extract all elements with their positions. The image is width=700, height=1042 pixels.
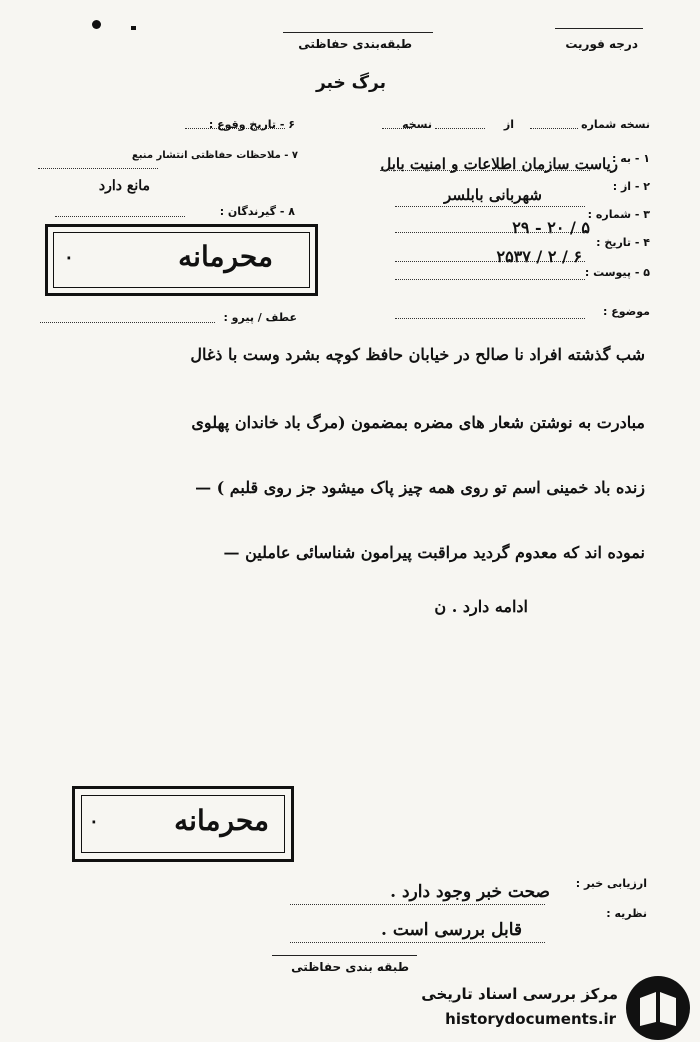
attachment-label: ۵ - پیوست : <box>584 266 650 279</box>
stamp-bottom-mark: ۰ <box>89 811 99 832</box>
classification-top: طبقه‌بندی حفاظتی <box>298 37 412 51</box>
confidential-stamp-top <box>45 224 318 296</box>
body-line-2: مبادرت به نوشتن شعار های مضره بمضمون (مرگ باد خاندان پهلوی <box>191 413 645 432</box>
copy-copies-label: نسخه <box>402 118 432 131</box>
classification-top-rule <box>283 32 433 33</box>
copy-of-line <box>435 128 485 129</box>
evaluation-value: صحت خبر وجود دارد . <box>390 882 550 902</box>
to-label: ۱ - به : <box>612 152 650 165</box>
urgency-rule <box>555 28 643 29</box>
from-line <box>395 206 585 207</box>
date-line <box>395 261 585 262</box>
to-value: ریاست سازمان اطلاعات و امنیت بابل <box>380 155 618 173</box>
from-label: ۲ - از : <box>612 180 650 193</box>
stamp-bottom-text: محرمانه <box>174 804 269 837</box>
confidential-stamp-bottom <box>72 786 294 862</box>
attachment-line <box>395 279 585 280</box>
note-line <box>290 942 545 943</box>
body-line-5: ادامه دارد . ن <box>434 597 528 616</box>
body-line-4: نموده اند که معدوم گردید مراقبت پیرامون شناسائی عاملین — <box>223 543 645 562</box>
classification-bottom-rule <box>272 955 417 956</box>
body-line-1: شب گذشته افراد نا صالح در خیابان حافظ کوچه بشرد وست با ذغال <box>190 345 645 364</box>
scan-speck <box>131 26 136 30</box>
subject-line <box>395 318 585 319</box>
body-line-3: زنده باد خمینی اسم تو روی همه چیز پاک میشود جز روی قلبم ) — <box>195 478 645 497</box>
scan-speck <box>92 20 101 29</box>
copy-number-label: نسخه شماره <box>581 118 650 131</box>
number-line <box>395 232 585 233</box>
subject-label: موضوع : <box>603 305 650 318</box>
date-value: ۲۵۳۷ / ۲ / ۶ <box>496 247 582 266</box>
number-value: ۲۹ - ۲۰ / ۵ <box>512 218 590 237</box>
stamp-top-mark: ۰ <box>64 247 74 268</box>
watermark-name: مرکز بررسی اسناد تاریخی <box>421 985 618 1003</box>
date-of-event-line <box>185 128 285 129</box>
recipients-label: ۸ - گیرندگان : <box>219 205 295 218</box>
classification-bottom: طبقه بندی حفاظتی <box>291 960 409 974</box>
recipients-line <box>55 216 185 217</box>
from-value: شهربانی بابلسر <box>444 186 542 204</box>
reference-line <box>40 322 215 323</box>
stamp-top-text: محرمانه <box>178 240 273 273</box>
number-label: ۳ - شماره : <box>587 208 650 221</box>
urgency-label: درجه فوریت <box>565 37 638 51</box>
note-value: قابل بررسی است . <box>381 920 522 940</box>
document-title: برگ خبر <box>315 73 386 93</box>
watermark-url: historydocuments.ir <box>445 1010 616 1028</box>
evaluation-line <box>290 904 545 905</box>
to-line <box>380 170 590 171</box>
source-notes-label: ۷ - ملاحظات حفاظتی انتشار منبع <box>131 150 298 161</box>
source-notes-value: مانع دارد <box>98 178 150 194</box>
copy-number-line <box>530 128 578 129</box>
evaluation-label: ارزیابی خبر : <box>575 877 647 890</box>
copy-of-label: از <box>503 118 514 131</box>
source-notes-line <box>38 168 158 169</box>
book-logo-icon <box>624 974 692 1042</box>
copy-copies-line <box>382 128 412 129</box>
date-label: ۴ - تاریخ : <box>596 236 650 249</box>
date-of-event-label: ۶ - تاریخ وقوع : <box>208 118 295 131</box>
reference-label: عطف / پیرو : <box>223 311 297 324</box>
note-label: نظریه : <box>606 907 647 920</box>
